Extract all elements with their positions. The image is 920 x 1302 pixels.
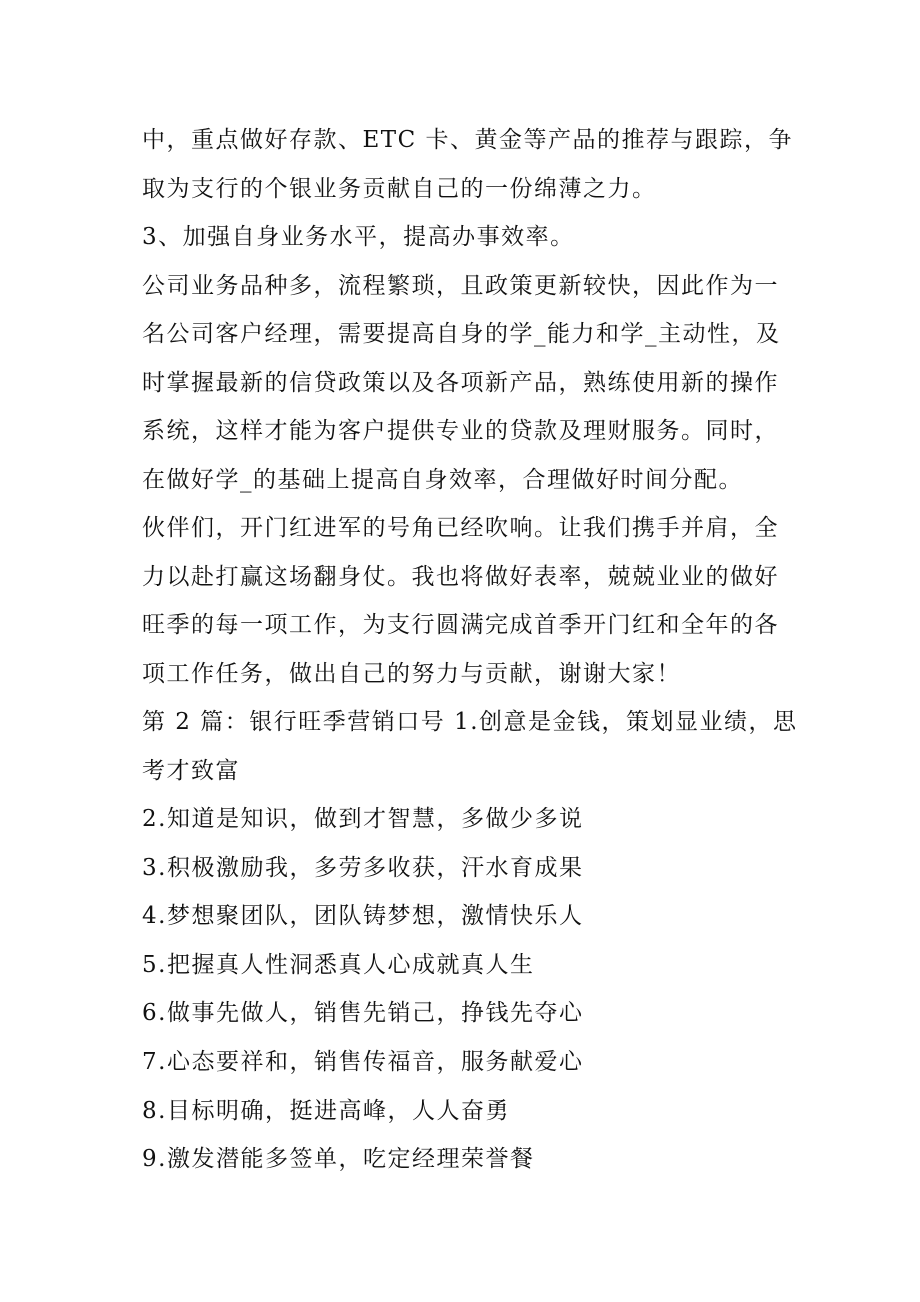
- slogan-item: 4.梦想聚团队，团队铸梦想，激情快乐人: [142, 903, 584, 930]
- slogan-item: 7.心态要祥和，销售传福音，服务献爱心: [142, 1048, 584, 1075]
- text-line: 取为支行的个银业务贡献自己的一份绵薄之力。: [142, 175, 657, 202]
- section-heading-line: 考才致富: [142, 757, 240, 784]
- slogan-item: 8.目标明确，挺进高峰，人人奋勇: [142, 1097, 510, 1124]
- text-line: 时掌握最新的信贷政策以及各项新产品，熟练使用新的操作: [142, 369, 779, 396]
- text-line: 在做好学_的基础上提高自身效率，合理做好时间分配。: [142, 466, 743, 493]
- document-body: [142, 116, 802, 1184]
- text-line: 力以赴打赢这场翻身仗。我也将做好表率，兢兢业业的做好: [142, 563, 779, 590]
- text-line: 中，重点做好存款、ETC 卡、黄金等产品的推荐与跟踪，争: [142, 127, 794, 153]
- slogan-item: 5.把握真人性洞悉真人心成就真人生: [142, 951, 535, 978]
- text-line: 项工作任务，做出自己的努力与贡献，谢谢大家！: [142, 660, 681, 687]
- text-line: 旺季的每一项工作，为支行圆满完成首季开门红和全年的各: [142, 612, 779, 638]
- text-line: 伙伴们，开门红进军的号角已经吹响。让我们携手并肩，全: [142, 515, 779, 541]
- text-line: 名公司客户经理，需要提高自身的学_能力和学_主动性，及: [142, 321, 781, 347]
- text-line: 系统，这样才能为客户提供专业的贷款及理财服务。同时，: [142, 418, 779, 444]
- slogan-item: 3.积极激励我，多劳多收获，汗水育成果: [142, 854, 584, 881]
- section-heading-line: 第 2 篇：银行旺季营销口号 1.创意是金钱，策划显业绩，思: [142, 709, 798, 735]
- text-line: 公司业务品种多，流程繁琐，且政策更新较快，因此作为一: [142, 272, 779, 299]
- slogan-item: 2.知道是知识，做到才智慧，多做少多说: [142, 806, 584, 832]
- slogan-item: 9.激发潜能多签单，吃定经理荣誉餐: [142, 1146, 535, 1173]
- text-line: 3、加强自身业务水平，提高办事效率。: [142, 224, 575, 250]
- slogan-item: 6.做事先做人，销售先销己，挣钱先夺心: [142, 1000, 584, 1027]
